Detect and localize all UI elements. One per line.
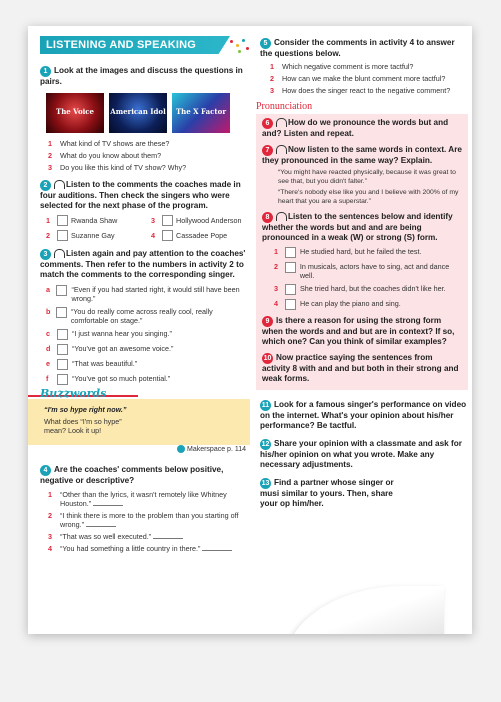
- item-text: “I think there is more to the problem than you starting off wrong.”: [60, 511, 239, 529]
- activity-number: 8: [262, 212, 273, 223]
- item-number: 1: [46, 216, 50, 225]
- sentence-item: [274, 262, 462, 280]
- makerspace-row: [28, 445, 250, 457]
- comment-item: [46, 344, 250, 355]
- item-number: 4: [48, 544, 52, 553]
- buzz-question: What does “I'm so hype” mean? Look it up!: [44, 417, 122, 435]
- item-number: 4: [151, 231, 155, 240]
- makerspace-link[interactable]: [177, 445, 246, 453]
- list-item: [48, 544, 250, 553]
- answer-box[interactable]: [285, 247, 296, 258]
- item-number: 3: [48, 163, 52, 172]
- activity-number: 12: [261, 441, 270, 448]
- activity-4-items: [48, 490, 250, 553]
- makerspace-label: Makerspace p. 114: [186, 445, 246, 453]
- answer-blank[interactable]: [202, 550, 232, 551]
- x-factor-image: [172, 93, 230, 133]
- the-voice-image: [46, 93, 104, 133]
- item-number: 2: [270, 74, 274, 83]
- item-text: “That was so well executed.”: [60, 532, 152, 541]
- image-label: The X Factor: [175, 107, 227, 116]
- answer-box[interactable]: [57, 374, 68, 385]
- activity-instruction: Look at the images and discuss the questions in pairs.: [40, 66, 243, 86]
- list-item: [270, 86, 468, 95]
- item-letter: e: [46, 359, 50, 368]
- activity-number: 3: [40, 249, 51, 260]
- buzzwords-title: Buzzwords: [40, 387, 107, 400]
- list-item: [48, 151, 250, 160]
- item-letter: c: [46, 329, 50, 338]
- list-item: [48, 139, 250, 148]
- activity-number: 2: [40, 180, 51, 191]
- singer-option: [151, 230, 250, 241]
- activity-1-questions: [48, 139, 250, 172]
- item-number: 2: [48, 511, 52, 520]
- activity-3: [40, 249, 250, 280]
- item-number: 3: [274, 284, 278, 293]
- activity-instruction: Are the coaches' comments below positive, negative or descriptive?: [40, 465, 224, 485]
- page-curl: [284, 586, 444, 634]
- comment-item: [46, 285, 250, 303]
- activity-13: [260, 478, 410, 509]
- answer-box[interactable]: [56, 307, 67, 318]
- activity-9: [262, 316, 462, 347]
- comment-text: “I just wanna hear you singing.”: [72, 329, 172, 338]
- header-dots-decoration: [226, 38, 256, 54]
- list-item: [48, 511, 250, 529]
- textbook-page: [28, 26, 472, 634]
- item-text: How can we make the blunt comment more tactful?: [282, 74, 446, 83]
- singer-name: Rwanda Shaw: [71, 216, 118, 225]
- left-column: [28, 26, 250, 556]
- item-number: 2: [274, 262, 278, 271]
- activity-4: [40, 465, 250, 486]
- activity-number: 7: [262, 145, 273, 156]
- activity-number: 6: [262, 118, 273, 129]
- sentence-item: [274, 299, 462, 310]
- sentence-text: He can play the piano and sing.: [300, 299, 401, 308]
- answer-box[interactable]: [57, 359, 68, 370]
- activity-7: [262, 145, 462, 166]
- answer-box[interactable]: [57, 329, 68, 340]
- sentence-text: He studied hard, but he failed the test.: [300, 247, 422, 256]
- pronunciation-title: Pronunciation: [256, 101, 313, 112]
- comment-item: [46, 359, 250, 370]
- singer-name: Cassadee Pope: [176, 231, 228, 240]
- item-number: 3: [48, 532, 52, 541]
- activity-instruction: Now practice saying the sentences from activity 8 with and and but both in their strong and weak forms.: [262, 353, 459, 383]
- pronunciation-box: [256, 114, 468, 390]
- quote-1: “You might have reacted physically, because it was great to see that, but you didn't falter.”: [278, 169, 456, 185]
- right-column: [256, 26, 468, 509]
- activity-instruction: Listen again and pay attention to the coaches' comments. Then refer to the numbers in activity 2 to match the comments to the corresponding singer.: [40, 249, 246, 279]
- section-header: [40, 36, 250, 56]
- image-label: American Idol: [110, 107, 166, 116]
- item-text: What do you know about them?: [60, 151, 162, 160]
- sentence-item: [274, 247, 462, 258]
- comment-item: [46, 329, 250, 340]
- activity-instruction: Find a partner whose singer or musi similar to yours. Then, share your op him/her.: [260, 478, 394, 508]
- answer-blank[interactable]: [93, 505, 123, 506]
- singer-name: Suzanne Gay: [71, 231, 115, 240]
- activity-1: [40, 66, 250, 87]
- checkbox[interactable]: [57, 215, 68, 226]
- activity-instruction: Consider the comments in activity 4 to answer the questions below.: [260, 38, 455, 58]
- headphones-icon: [54, 180, 65, 189]
- comment-text: “Even if you had started right, it would still have been wrong.”: [71, 285, 240, 303]
- list-item: [270, 74, 468, 83]
- item-number: 3: [151, 216, 155, 225]
- activity-number: 4: [40, 465, 51, 476]
- activity-number: 10: [263, 355, 272, 362]
- list-item: [270, 62, 468, 71]
- answer-box[interactable]: [285, 262, 296, 273]
- item-letter: f: [46, 374, 49, 383]
- activity-instruction: Listen to the comments the coaches made in four auditions. Then check the singers who were selected for the next phase of the program.: [40, 180, 241, 210]
- activity-instruction: Now listen to the same words in context. Are they pronounced in the same way? Explain.: [262, 145, 462, 165]
- activity-10: [262, 353, 462, 384]
- activity-number: 13: [261, 480, 270, 487]
- sentence-text: She tried hard, but the coaches didn't like her.: [300, 284, 446, 293]
- makerspace-icon: [177, 445, 185, 453]
- activity-number: 5: [260, 38, 271, 49]
- item-text: Which negative comment is more tactful?: [282, 62, 414, 71]
- comment-item: [46, 374, 250, 385]
- checkbox[interactable]: [57, 230, 68, 241]
- checkbox[interactable]: [162, 230, 173, 241]
- checkbox[interactable]: [162, 215, 173, 226]
- item-number: 2: [46, 231, 50, 240]
- item-letter: d: [46, 344, 51, 353]
- comments-list: [46, 285, 250, 385]
- activity-2: [40, 180, 250, 211]
- activity-8: [262, 212, 462, 243]
- quote-2: “There's nobody else like you and I believe with 200% of my heart that you are a superstar.”: [278, 189, 459, 205]
- singer-option: [46, 230, 145, 241]
- activity-instruction: Listen to the sentences below and identify whether the words but and and are being pronounced in a weak (W) or strong (S) form.: [262, 212, 453, 242]
- section-title: LISTENING AND SPEAKING: [46, 39, 197, 51]
- activity-5-questions: [270, 62, 468, 95]
- answer-box[interactable]: [57, 344, 68, 355]
- sentence-text: In musicals, actors have to sing, act and dance well.: [299, 262, 450, 280]
- singers-checklist: [46, 215, 250, 241]
- item-number: 1: [270, 62, 274, 71]
- singer-option: [151, 215, 250, 226]
- item-number: 3: [270, 86, 274, 95]
- answer-box[interactable]: [285, 284, 296, 295]
- item-number: 1: [48, 139, 52, 148]
- item-letter: b: [46, 307, 51, 316]
- item-number: 1: [48, 490, 52, 499]
- item-text: How does the singer react to the negative comment?: [282, 86, 451, 95]
- activity-5: [260, 38, 468, 59]
- sentence-item: [274, 284, 462, 295]
- list-item: [48, 532, 250, 541]
- item-number: 2: [48, 151, 52, 160]
- activity-8-items: [274, 247, 462, 310]
- item-text: “You had something a little country in there.”: [60, 544, 201, 553]
- list-item: [48, 490, 250, 508]
- answer-box[interactable]: [285, 299, 296, 310]
- headphones-icon: [276, 145, 287, 154]
- comment-text: “That was beautiful.”: [72, 359, 138, 368]
- item-text: Do you like this kind of TV show? Why?: [60, 163, 187, 172]
- headphones-icon: [276, 118, 287, 127]
- headphones-icon: [54, 249, 65, 258]
- list-item: [48, 163, 250, 172]
- activity-number: 11: [261, 402, 270, 409]
- answer-blank[interactable]: [86, 526, 116, 527]
- comment-text: “You do really come across really cool, really comfortable on stage.”: [70, 307, 213, 325]
- answer-box[interactable]: [56, 285, 67, 296]
- activity-instruction: Look for a famous singer's performance on video on the internet. What's your opinion about his/her performance? Be tactful.: [260, 400, 467, 430]
- comment-text: “You've got an awesome voice.”: [72, 344, 174, 353]
- item-number: 4: [274, 299, 278, 308]
- comment-text: “You've got so much potential.”: [72, 374, 171, 383]
- activity-number: 1: [40, 66, 51, 77]
- item-text: What kind of TV shows are these?: [60, 139, 170, 148]
- activity-12: [260, 439, 468, 470]
- activity-number: 9: [262, 316, 273, 327]
- headphones-icon: [276, 212, 287, 221]
- image-label: The Voice: [55, 107, 95, 116]
- buzzwords-box: [28, 387, 250, 445]
- activity-11: [260, 400, 468, 431]
- singer-option: [46, 215, 145, 226]
- activity-6: [262, 118, 462, 139]
- activity-instruction: Share your opinion with a classmate and ask for his/her opinion on what you wrote. Make any necessary adjustments.: [260, 439, 462, 469]
- singer-name: Hollywood Anderson: [176, 216, 242, 225]
- item-number: 1: [274, 247, 278, 256]
- activity-instruction: How do we pronounce the words but and and? Listen and repeat.: [262, 118, 449, 138]
- comment-item: [46, 307, 250, 325]
- answer-blank[interactable]: [153, 538, 183, 539]
- tv-show-images: [46, 93, 250, 133]
- american-idol-image: [109, 93, 167, 133]
- activity-instruction: Is there a reason for using the strong form when the words and and but are in context? If so, which one? Can you think of similar examples?: [262, 316, 455, 346]
- item-text: “Other than the lyrics, it wasn't remotely like Whitney Houston.”: [60, 490, 227, 508]
- item-letter: a: [46, 285, 50, 294]
- buzz-phrase: “I'm so hype right now.”: [44, 405, 127, 414]
